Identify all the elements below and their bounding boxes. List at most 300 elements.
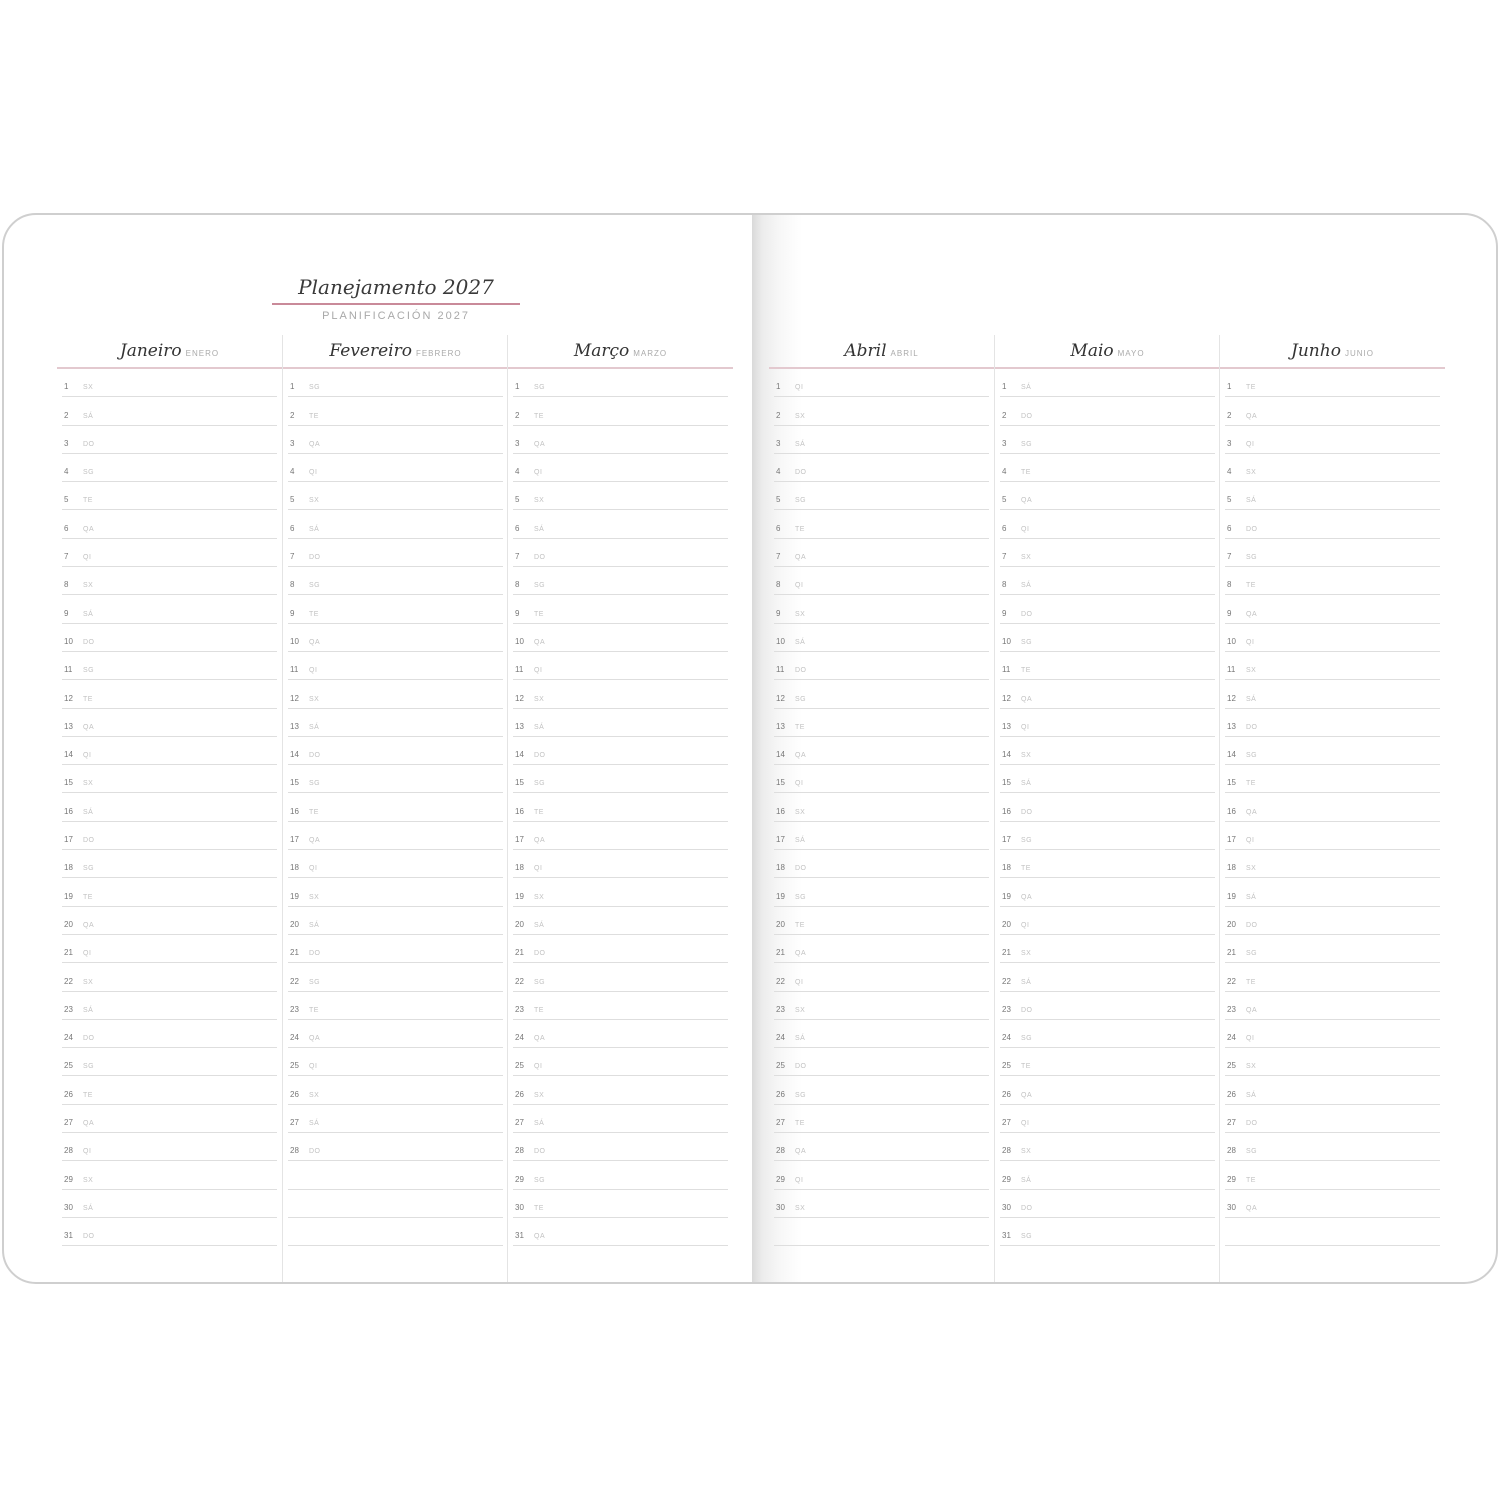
weekday-abbr: TE [1246, 978, 1256, 986]
month-name-es: ABRIL [890, 349, 919, 358]
day-row[interactable] [288, 1133, 503, 1161]
day-row[interactable] [62, 1218, 277, 1246]
day-row[interactable] [774, 1218, 989, 1246]
day-number: 24 [1002, 1033, 1011, 1043]
day-row[interactable] [288, 737, 503, 765]
day-row[interactable] [1000, 709, 1215, 737]
weekday-abbr: SG [534, 978, 546, 986]
day-row[interactable] [774, 369, 989, 397]
day-row[interactable] [62, 850, 277, 878]
day-row[interactable] [513, 878, 728, 906]
day-row[interactable] [1000, 1105, 1215, 1133]
day-row[interactable] [62, 822, 277, 850]
day-number: 21 [515, 948, 524, 958]
day-row[interactable] [774, 426, 989, 454]
day-number: 18 [64, 863, 73, 873]
day-row[interactable] [1000, 1190, 1215, 1218]
day-row[interactable] [513, 624, 728, 652]
weekday-abbr: QI [309, 667, 318, 675]
day-row[interactable] [1225, 397, 1440, 425]
day-number: 28 [64, 1146, 73, 1156]
day-number: 7 [515, 552, 520, 562]
day-row[interactable] [774, 1190, 989, 1218]
day-row[interactable] [62, 1020, 277, 1048]
day-row[interactable] [1225, 680, 1440, 708]
day-row[interactable] [774, 963, 989, 991]
day-row[interactable] [774, 878, 989, 906]
weekday-abbr: QI [83, 752, 92, 760]
day-row[interactable] [1000, 595, 1215, 623]
day-row[interactable] [513, 1105, 728, 1133]
day-number: 30 [776, 1202, 785, 1212]
weekday-abbr: QA [1021, 695, 1033, 703]
day-number: 29 [64, 1174, 73, 1184]
day-number: 21 [290, 948, 299, 958]
day-row[interactable] [1000, 539, 1215, 567]
day-row[interactable] [62, 567, 277, 595]
day-row[interactable] [288, 624, 503, 652]
day-row[interactable] [774, 454, 989, 482]
day-number: 12 [290, 693, 299, 703]
weekday-abbr: SX [534, 497, 545, 505]
day-row[interactable] [62, 454, 277, 482]
weekday-abbr: DO [309, 1148, 321, 1156]
day-number: 20 [1002, 919, 1011, 929]
day-row[interactable] [1000, 822, 1215, 850]
weekday-abbr: DO [309, 554, 321, 562]
day-number: 26 [1227, 1089, 1236, 1099]
month-header [995, 335, 1220, 369]
day-row[interactable] [1000, 397, 1215, 425]
day-row[interactable] [1225, 878, 1440, 906]
day-row[interactable] [513, 1020, 728, 1048]
day-row[interactable] [1000, 878, 1215, 906]
day-row[interactable] [288, 426, 503, 454]
day-row[interactable] [288, 793, 503, 821]
day-row[interactable] [288, 454, 503, 482]
day-row[interactable] [288, 1048, 503, 1076]
day-number: 26 [290, 1089, 299, 1099]
day-row[interactable] [288, 765, 503, 793]
day-row[interactable] [288, 595, 503, 623]
weekday-abbr: SÁ [1021, 1176, 1032, 1184]
weekday-abbr: QI [1021, 1120, 1030, 1128]
day-row[interactable] [513, 935, 728, 963]
day-number: 16 [776, 806, 785, 816]
day-row[interactable] [288, 878, 503, 906]
day-row[interactable] [62, 539, 277, 567]
day-row[interactable] [288, 1218, 503, 1246]
day-row[interactable] [1225, 992, 1440, 1020]
day-row[interactable] [774, 482, 989, 510]
day-row[interactable] [513, 369, 728, 397]
day-row[interactable] [62, 1105, 277, 1133]
day-row[interactable] [513, 595, 728, 623]
day-row[interactable] [288, 992, 503, 1020]
day-row[interactable] [1225, 652, 1440, 680]
day-row[interactable] [774, 510, 989, 538]
day-row[interactable] [62, 1048, 277, 1076]
day-row[interactable] [774, 907, 989, 935]
day-row[interactable] [1225, 935, 1440, 963]
day-row[interactable] [1000, 992, 1215, 1020]
weekday-abbr: SG [795, 695, 807, 703]
day-row[interactable] [513, 1190, 728, 1218]
day-number: 2 [1002, 410, 1007, 420]
day-row[interactable] [288, 935, 503, 963]
day-number: 6 [64, 523, 69, 533]
day-row[interactable] [1225, 765, 1440, 793]
weekday-abbr: SÁ [83, 808, 94, 816]
day-row[interactable] [62, 907, 277, 935]
day-row[interactable] [1225, 595, 1440, 623]
day-row[interactable] [1000, 1048, 1215, 1076]
day-number: 17 [1002, 835, 1011, 845]
weekday-abbr: DO [1246, 723, 1258, 731]
day-row[interactable] [513, 652, 728, 680]
day-row[interactable] [288, 1190, 503, 1218]
weekday-abbr: SX [309, 497, 320, 505]
day-number: 13 [1227, 721, 1236, 731]
day-row[interactable] [774, 709, 989, 737]
day-row[interactable] [513, 1048, 728, 1076]
weekday-abbr: SÁ [309, 723, 320, 731]
day-row[interactable] [1000, 652, 1215, 680]
day-row[interactable] [288, 963, 503, 991]
day-number: 24 [290, 1033, 299, 1043]
day-row[interactable] [513, 1076, 728, 1104]
day-row[interactable] [62, 992, 277, 1020]
day-row[interactable] [1000, 510, 1215, 538]
day-row[interactable] [62, 426, 277, 454]
weekday-abbr: SG [83, 667, 95, 675]
day-row[interactable] [513, 850, 728, 878]
day-row[interactable] [62, 1133, 277, 1161]
day-number: 29 [1002, 1174, 1011, 1184]
day-number: 7 [64, 552, 69, 562]
day-row[interactable] [1225, 482, 1440, 510]
weekday-abbr: QI [1246, 1035, 1255, 1043]
month-name: Junho [1291, 341, 1341, 361]
day-row[interactable] [1225, 539, 1440, 567]
day-row[interactable] [513, 454, 728, 482]
day-row[interactable] [513, 539, 728, 567]
weekday-abbr: SX [1021, 752, 1032, 760]
day-row[interactable] [774, 680, 989, 708]
weekday-abbr: TE [1246, 780, 1256, 788]
weekday-abbr: QA [83, 723, 95, 731]
day-row[interactable] [62, 1076, 277, 1104]
day-number: 20 [776, 919, 785, 929]
day-row[interactable] [1000, 765, 1215, 793]
day-row[interactable] [513, 963, 728, 991]
weekday-abbr: SÁ [1246, 1091, 1257, 1099]
day-row[interactable] [1000, 737, 1215, 765]
day-number: 26 [515, 1089, 524, 1099]
day-number: 25 [64, 1061, 73, 1071]
day-row[interactable] [1225, 822, 1440, 850]
weekday-abbr: SX [795, 412, 806, 420]
day-row[interactable] [774, 1161, 989, 1189]
day-row[interactable] [513, 680, 728, 708]
weekday-abbr: SÁ [83, 1204, 94, 1212]
day-row[interactable] [774, 539, 989, 567]
day-number: 24 [64, 1033, 73, 1043]
day-row[interactable] [774, 793, 989, 821]
day-row[interactable] [1000, 963, 1215, 991]
day-row[interactable] [1000, 624, 1215, 652]
day-row[interactable] [774, 567, 989, 595]
day-row[interactable] [1000, 907, 1215, 935]
day-row[interactable] [513, 709, 728, 737]
day-row[interactable] [1000, 426, 1215, 454]
weekday-abbr: QI [1021, 921, 1030, 929]
day-row[interactable] [513, 793, 728, 821]
weekday-abbr: SX [1246, 667, 1257, 675]
day-row[interactable] [62, 624, 277, 652]
weekday-abbr: SG [1021, 638, 1033, 646]
day-number: 18 [776, 863, 785, 873]
weekday-abbr: SÁ [795, 440, 806, 448]
day-number: 23 [1002, 1004, 1011, 1014]
day-row[interactable] [1000, 1218, 1215, 1246]
weekday-abbr: QA [534, 638, 546, 646]
day-row[interactable] [62, 510, 277, 538]
day-row[interactable] [288, 652, 503, 680]
weekday-abbr: TE [1021, 865, 1031, 873]
day-row[interactable] [62, 1190, 277, 1218]
day-row[interactable] [1225, 1020, 1440, 1048]
day-row[interactable] [62, 878, 277, 906]
day-row[interactable] [288, 822, 503, 850]
weekday-abbr: SX [795, 1204, 806, 1212]
day-row[interactable] [62, 595, 277, 623]
weekday-abbr: TE [1021, 469, 1031, 477]
day-row[interactable] [1000, 935, 1215, 963]
day-number: 13 [64, 721, 73, 731]
weekday-abbr: DO [83, 1035, 95, 1043]
day-row[interactable] [1000, 567, 1215, 595]
day-row[interactable] [62, 680, 277, 708]
day-row[interactable] [288, 369, 503, 397]
weekday-abbr: DO [795, 1063, 807, 1071]
day-row[interactable] [513, 992, 728, 1020]
day-row[interactable] [288, 680, 503, 708]
day-number: 20 [515, 919, 524, 929]
weekday-abbr: DO [534, 554, 546, 562]
day-row[interactable] [1000, 482, 1215, 510]
day-row[interactable] [513, 397, 728, 425]
page-subtitle: PLANIFICACIÓN 2027 [322, 310, 470, 322]
weekday-abbr: SX [1021, 950, 1032, 958]
title-underline [272, 303, 520, 305]
day-row[interactable] [774, 397, 989, 425]
month-column-maio [994, 335, 1220, 1284]
day-row[interactable] [774, 935, 989, 963]
weekday-abbr: DO [83, 638, 95, 646]
day-row[interactable] [513, 426, 728, 454]
day-row[interactable] [774, 652, 989, 680]
day-row[interactable] [1000, 850, 1215, 878]
day-row[interactable] [1225, 1218, 1440, 1246]
weekday-abbr: QI [795, 384, 804, 392]
day-row[interactable] [513, 907, 728, 935]
day-row[interactable] [1000, 454, 1215, 482]
day-row[interactable] [513, 567, 728, 595]
day-row[interactable] [1225, 510, 1440, 538]
day-row[interactable] [513, 482, 728, 510]
day-row[interactable] [1225, 426, 1440, 454]
day-row[interactable] [288, 510, 503, 538]
day-number: 15 [776, 778, 785, 788]
day-row[interactable] [1225, 369, 1440, 397]
day-row[interactable] [288, 1020, 503, 1048]
weekday-abbr: SÁ [83, 412, 94, 420]
day-row[interactable] [1225, 737, 1440, 765]
weekday-abbr: SX [1246, 1063, 1257, 1071]
day-row[interactable] [1000, 1161, 1215, 1189]
day-number: 28 [776, 1146, 785, 1156]
day-row[interactable] [774, 737, 989, 765]
day-row[interactable] [1000, 1020, 1215, 1048]
day-number: 8 [1227, 580, 1232, 590]
day-row[interactable] [288, 1105, 503, 1133]
day-row[interactable] [774, 1133, 989, 1161]
day-row[interactable] [513, 765, 728, 793]
weekday-abbr: SÁ [534, 723, 545, 731]
weekday-abbr: SÁ [795, 1035, 806, 1043]
day-row[interactable] [513, 822, 728, 850]
day-row[interactable] [774, 1105, 989, 1133]
day-row[interactable] [288, 539, 503, 567]
day-row[interactable] [774, 595, 989, 623]
day-row[interactable] [288, 850, 503, 878]
day-row[interactable] [288, 1161, 503, 1189]
day-number: 25 [515, 1061, 524, 1071]
weekday-abbr: TE [795, 1120, 805, 1128]
day-number: 13 [290, 721, 299, 731]
day-row[interactable] [774, 850, 989, 878]
weekday-abbr: QA [1021, 497, 1033, 505]
day-list [995, 369, 1220, 1246]
weekday-abbr: SX [1021, 554, 1032, 562]
day-row[interactable] [1000, 680, 1215, 708]
day-row[interactable] [1225, 709, 1440, 737]
day-number: 15 [64, 778, 73, 788]
day-number: 27 [1227, 1118, 1236, 1128]
weekday-abbr: SG [1246, 752, 1258, 760]
day-row[interactable] [513, 1133, 728, 1161]
day-row[interactable] [62, 935, 277, 963]
day-row[interactable] [513, 737, 728, 765]
weekday-abbr: DO [309, 950, 321, 958]
day-row[interactable] [62, 765, 277, 793]
day-row[interactable] [62, 652, 277, 680]
weekday-abbr: QA [534, 1233, 546, 1241]
day-row[interactable] [774, 822, 989, 850]
day-list [283, 369, 508, 1246]
day-row[interactable] [1225, 907, 1440, 935]
day-row[interactable] [288, 1076, 503, 1104]
day-row[interactable] [62, 1161, 277, 1189]
day-row[interactable] [1225, 793, 1440, 821]
day-number: 27 [64, 1118, 73, 1128]
day-row[interactable] [1225, 1048, 1440, 1076]
day-row[interactable] [774, 1020, 989, 1048]
day-row[interactable] [62, 369, 277, 397]
day-number: 27 [776, 1118, 785, 1128]
day-row[interactable] [1225, 963, 1440, 991]
day-row[interactable] [1225, 454, 1440, 482]
day-row[interactable] [62, 482, 277, 510]
weekday-abbr: QI [83, 1148, 92, 1156]
day-number: 26 [64, 1089, 73, 1099]
weekday-abbr: QI [795, 780, 804, 788]
day-row[interactable] [513, 510, 728, 538]
weekday-abbr: SG [534, 384, 546, 392]
month-name-es: ENERO [185, 349, 220, 358]
day-row[interactable] [774, 992, 989, 1020]
day-number: 11 [64, 665, 73, 675]
day-row[interactable] [774, 765, 989, 793]
day-row[interactable] [1000, 1133, 1215, 1161]
day-row[interactable] [288, 567, 503, 595]
day-number: 23 [64, 1004, 73, 1014]
day-number: 9 [64, 608, 69, 618]
day-row[interactable] [288, 397, 503, 425]
day-row[interactable] [62, 397, 277, 425]
day-number: 19 [515, 891, 524, 901]
day-number: 18 [1227, 863, 1236, 873]
day-row[interactable] [62, 737, 277, 765]
day-number: 21 [1002, 948, 1011, 958]
weekday-abbr: SG [83, 1063, 95, 1071]
day-row[interactable] [1225, 567, 1440, 595]
day-row[interactable] [774, 624, 989, 652]
weekday-abbr: SG [1021, 1233, 1033, 1241]
day-row[interactable] [774, 1048, 989, 1076]
day-row[interactable] [288, 709, 503, 737]
weekday-abbr: SG [309, 978, 321, 986]
day-row[interactable] [62, 793, 277, 821]
day-row[interactable] [1225, 624, 1440, 652]
weekday-abbr: QI [1246, 440, 1255, 448]
day-row[interactable] [1225, 1076, 1440, 1104]
day-row[interactable] [1225, 1133, 1440, 1161]
day-row[interactable] [288, 907, 503, 935]
day-row[interactable] [1225, 1190, 1440, 1218]
weekday-abbr: SG [1021, 440, 1033, 448]
day-row[interactable] [774, 1076, 989, 1104]
day-row[interactable] [1000, 369, 1215, 397]
day-row[interactable] [1000, 793, 1215, 821]
weekday-abbr: QA [534, 1035, 546, 1043]
day-row[interactable] [1000, 1076, 1215, 1104]
day-row[interactable] [513, 1161, 728, 1189]
day-row[interactable] [62, 963, 277, 991]
day-row[interactable] [1225, 1161, 1440, 1189]
day-row[interactable] [1225, 850, 1440, 878]
day-number: 20 [290, 919, 299, 929]
day-number: 10 [64, 636, 73, 646]
day-row[interactable] [1225, 1105, 1440, 1133]
day-row[interactable] [288, 482, 503, 510]
weekday-abbr: QA [83, 525, 95, 533]
month-header [283, 335, 508, 369]
weekday-abbr: SÁ [1246, 893, 1257, 901]
day-row[interactable] [62, 709, 277, 737]
day-row[interactable] [513, 1218, 728, 1246]
